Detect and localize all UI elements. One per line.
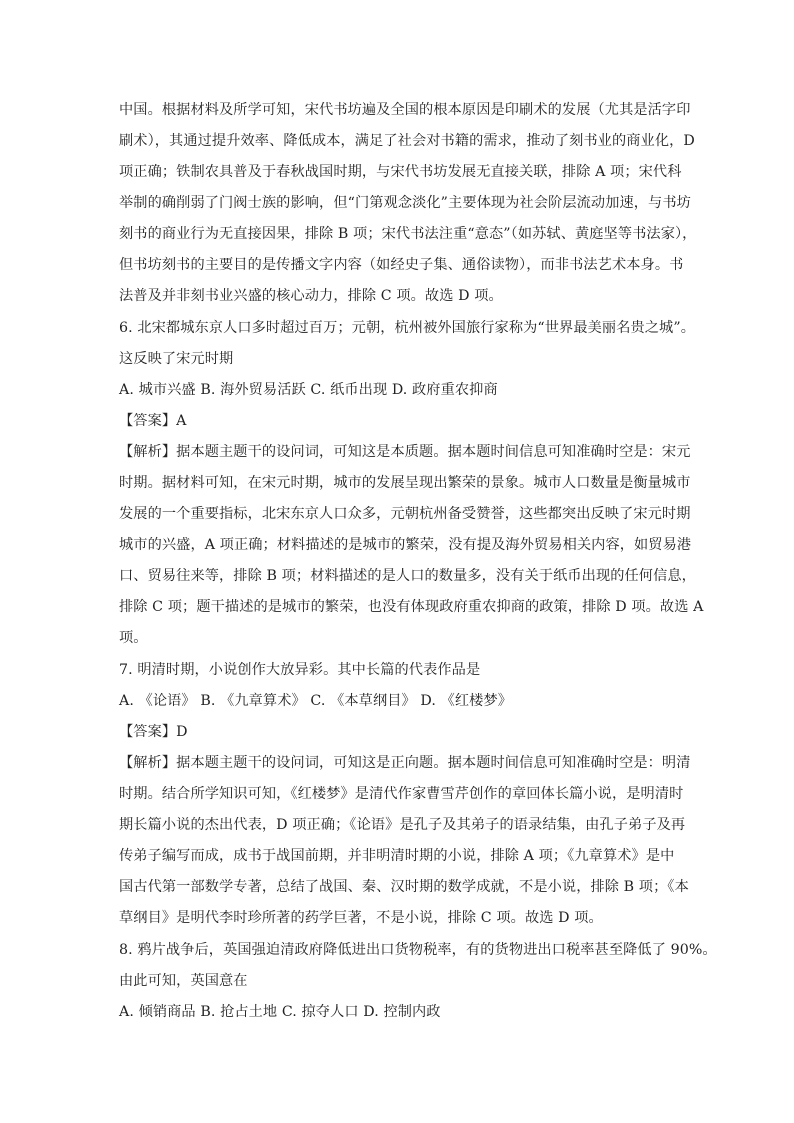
text-line: 排除 C 项；题干描述的是城市的繁荣，也没有体现政府重农抑商的政策，排除 D 项。故选 A [119, 599, 704, 615]
text-line: 项。 [119, 630, 148, 646]
question-7-analysis: 【解析】据本题主题干的设问词，可知这是正向题。据本题时间信息可知准确时空是：明清 [119, 755, 691, 771]
question-7-options: A. 《论语》 B. 《九章算术》 C. 《本草纲目》 D. 《红楼梦》 [119, 693, 513, 709]
text-line: 举制的确削弱了门阀士族的影响，但“门第观念淡化”主要体现为社会阶层流动加速，与书坊 [119, 195, 691, 211]
text-line: 期长篇小说的杰出代表，D 项正确；《论语》是孔子及其弟子的语录结集，由孔子弟子及再 [119, 817, 686, 833]
text-line: 时期。据材料可知，在宋元时期，城市的发展呈现出繁荣的景象。城市人口数量是衡量城市 [119, 475, 691, 491]
question-6-stem: 6. 北宋都城东京人口多时超过百万；元朝，杭州被外国旅行家称为“世界最美丽名贵之城”。 [119, 320, 695, 336]
question-8-options: A. 倾销商品 B. 抢占土地 C. 掠夺人口 D. 控制内政 [119, 1004, 441, 1020]
text-line: 但书坊刻书的主要目的是传播文字内容（如经史子集、通俗读物），而非书法艺术本身。书 [119, 257, 684, 273]
question-6-options: A. 城市兴盛 B. 海外贸易活跃 C. 纸币出现 D. 政府重农抑商 [119, 382, 498, 398]
question-8-stem: 由此可知，英国意在 [119, 973, 248, 989]
text-line: 法普及并非刻书业兴盛的核心动力，排除 C 项。故选 D 项。 [119, 288, 503, 304]
text-line: 城市的兴盛，A 项正确；材料描述的是城市的繁荣，没有提及海外贸易相关内容，如贸易港 [119, 537, 692, 553]
text-line: 刻书的商业行为无直接因果，排除 B 项；宋代书法注重“意态”（如苏轼、黄庭坚等书法家）， [119, 226, 697, 242]
text-line: 口、贸易往来等，排除 B 项；材料描述的是人口的数量多，没有关于纸币出现的任何信息， [119, 568, 696, 584]
question-8-stem: 8. 鸦片战争后，英国强迫清政府降低进出口货物税率，有的货物进出口税率甚至降低了 90%。 [119, 942, 717, 958]
text-line: 项正确；铁制农具普及于春秋战国时期，与宋代书坊发展无直接关联，排除 A 项；宋代科 [119, 164, 682, 180]
question-6-analysis: 【解析】据本题主题干的设问词，可知这是本质题。据本题时间信息可知准确时空是：宋元 [119, 444, 691, 460]
text-line: 国古代第一部数学专著，总结了战国、秦、汉时期的数学成就，不是小说，排除 B 项；《本 [119, 879, 689, 895]
question-6-stem: 这反映了宋元时期 [119, 351, 234, 367]
text-line: 刷术），其通过提升效率、降低成本，满足了社会对书籍的需求，推动了刻书业的商业化，D [119, 133, 695, 149]
text-line: 草纲目》是明代李时珍所著的药学巨著，不是小说，排除 C 项。故选 D 项。 [119, 910, 603, 926]
question-7-stem: 7. 明清时期，小说创作大放异彩。其中长篇的代表作品是 [119, 662, 481, 678]
question-7-answer: 【答案】D [119, 724, 188, 740]
text-line: 传弟子编写而成，成书于战国前期，并非明清时期的小说，排除 A 项；《九章算术》是中 [119, 848, 675, 864]
text-line: 发展的一个重要指标，北宋东京人口众多，元朝杭州备受赞誉，这些都突出反映了宋元时期 [119, 506, 691, 522]
text-line: 时期。结合所学知识可知，《红楼梦》是清代作家曹雪芹创作的章回体长篇小说，是明清时 [119, 786, 684, 802]
question-6-answer: 【答案】A [119, 413, 187, 429]
text-line: 中国。根据材料及所学可知，宋代书坊遍及全国的根本原因是印刷术的发展（尤其是活字印 [119, 102, 691, 118]
